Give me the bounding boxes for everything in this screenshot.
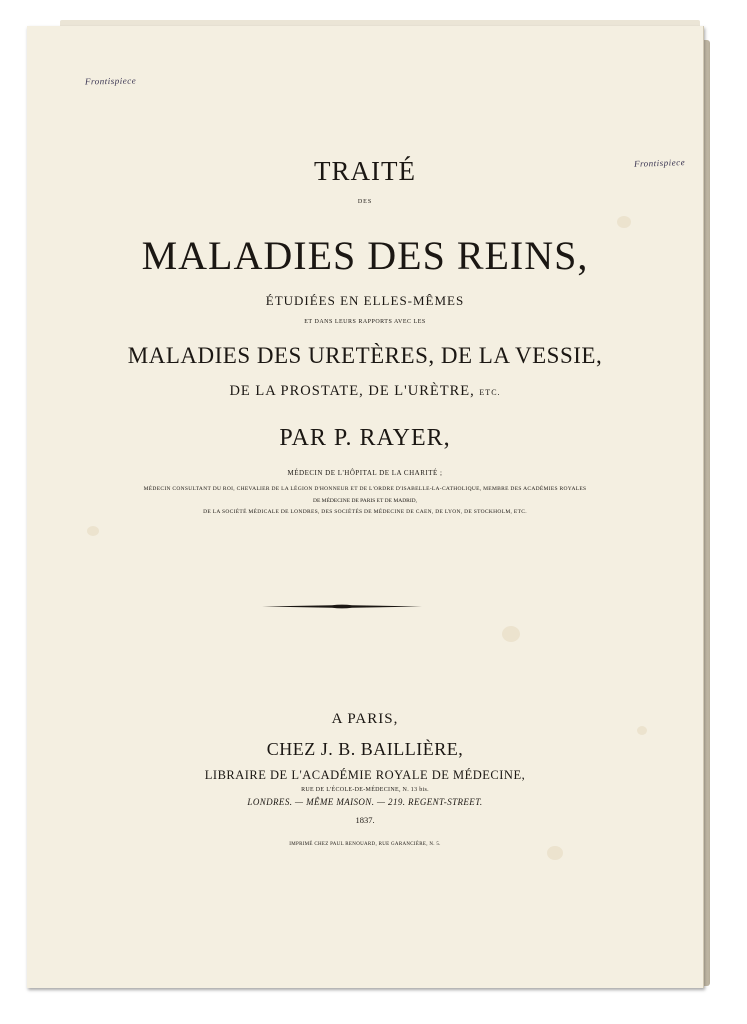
author-name: PAR P. RAYER, [279,425,451,451]
subtitle-ureteres: MALADIES DES URETÈRES, DE LA VESSIE, [127,343,603,368]
foxing-spot [617,216,631,228]
frontispiece-stamp-left: Frontispiece [84,75,137,87]
imprint-year: 1837. [355,815,375,825]
title-main: MALADIES DES REINS, [141,233,589,278]
author-honors-line3: DE LA SOCIÉTÉ MÉDICALE DE LONDRES, DES SOCIÉTÉS DE MÉDECINE DE CAEN, DE LYON, DE STOCKHOLM, ETC. [203,509,527,515]
author-honors-line2: DE MÉDECINE DE PARIS ET DE MADRID, [312,498,418,504]
subtitle-etudiees: ÉTUDIÉES EN ELLES-MÊMES [265,293,465,308]
foxing-spot [502,626,520,642]
foxing-spot [547,846,563,860]
subtitle-prostate [27,383,703,400]
author-position: MÉDECIN DE L'HÔPITAL DE LA CHARITÉ ; [287,469,443,477]
imprint-libraire: LIBRAIRE DE L'ACADÉMIE ROYALE DE MÉDECINE, [204,768,526,782]
ornamental-rule [262,604,422,609]
imprint-printer: IMPRIMÉ CHEZ PAUL RENOUARD, RUE GARANCIÈRE, N. 5. [289,842,441,847]
subtitle-etc: ETC. [479,388,501,397]
author-honors-line1: MÉDECIN CONSULTANT DU ROI, CHEVALIER DE LA LÉGION D'HONNEUR ET DE L'ORDRE D'ISABELLE-LA-CATHOLIQUE, MEMBRE DES ACADÉMIES ROYALES [143,486,587,492]
title-traite: TRAITÉ [314,156,416,186]
subtitle-rapports: ET DANS LEURS RAPPORTS AVEC LES [304,319,426,325]
subtitle-prostate-text: DE LA PROSTATE, DE L'URÈTRE, [229,383,475,399]
frontispiece-stamp-right: Frontispiece [633,157,686,169]
imprint-city: A PARIS, [331,711,399,727]
foxing-spot [87,526,99,536]
imprint-london: LONDRES. — MÊME MAISON. — 219. REGENT-STREET. [247,797,483,807]
imprint-publisher: CHEZ J. B. BAILLIÈRE, [266,739,464,759]
title-des: DES [357,199,373,205]
imprint-address: RUE DE L'ÉCOLE-DE-MÉDECINE, N. 13 bis. [301,787,429,793]
